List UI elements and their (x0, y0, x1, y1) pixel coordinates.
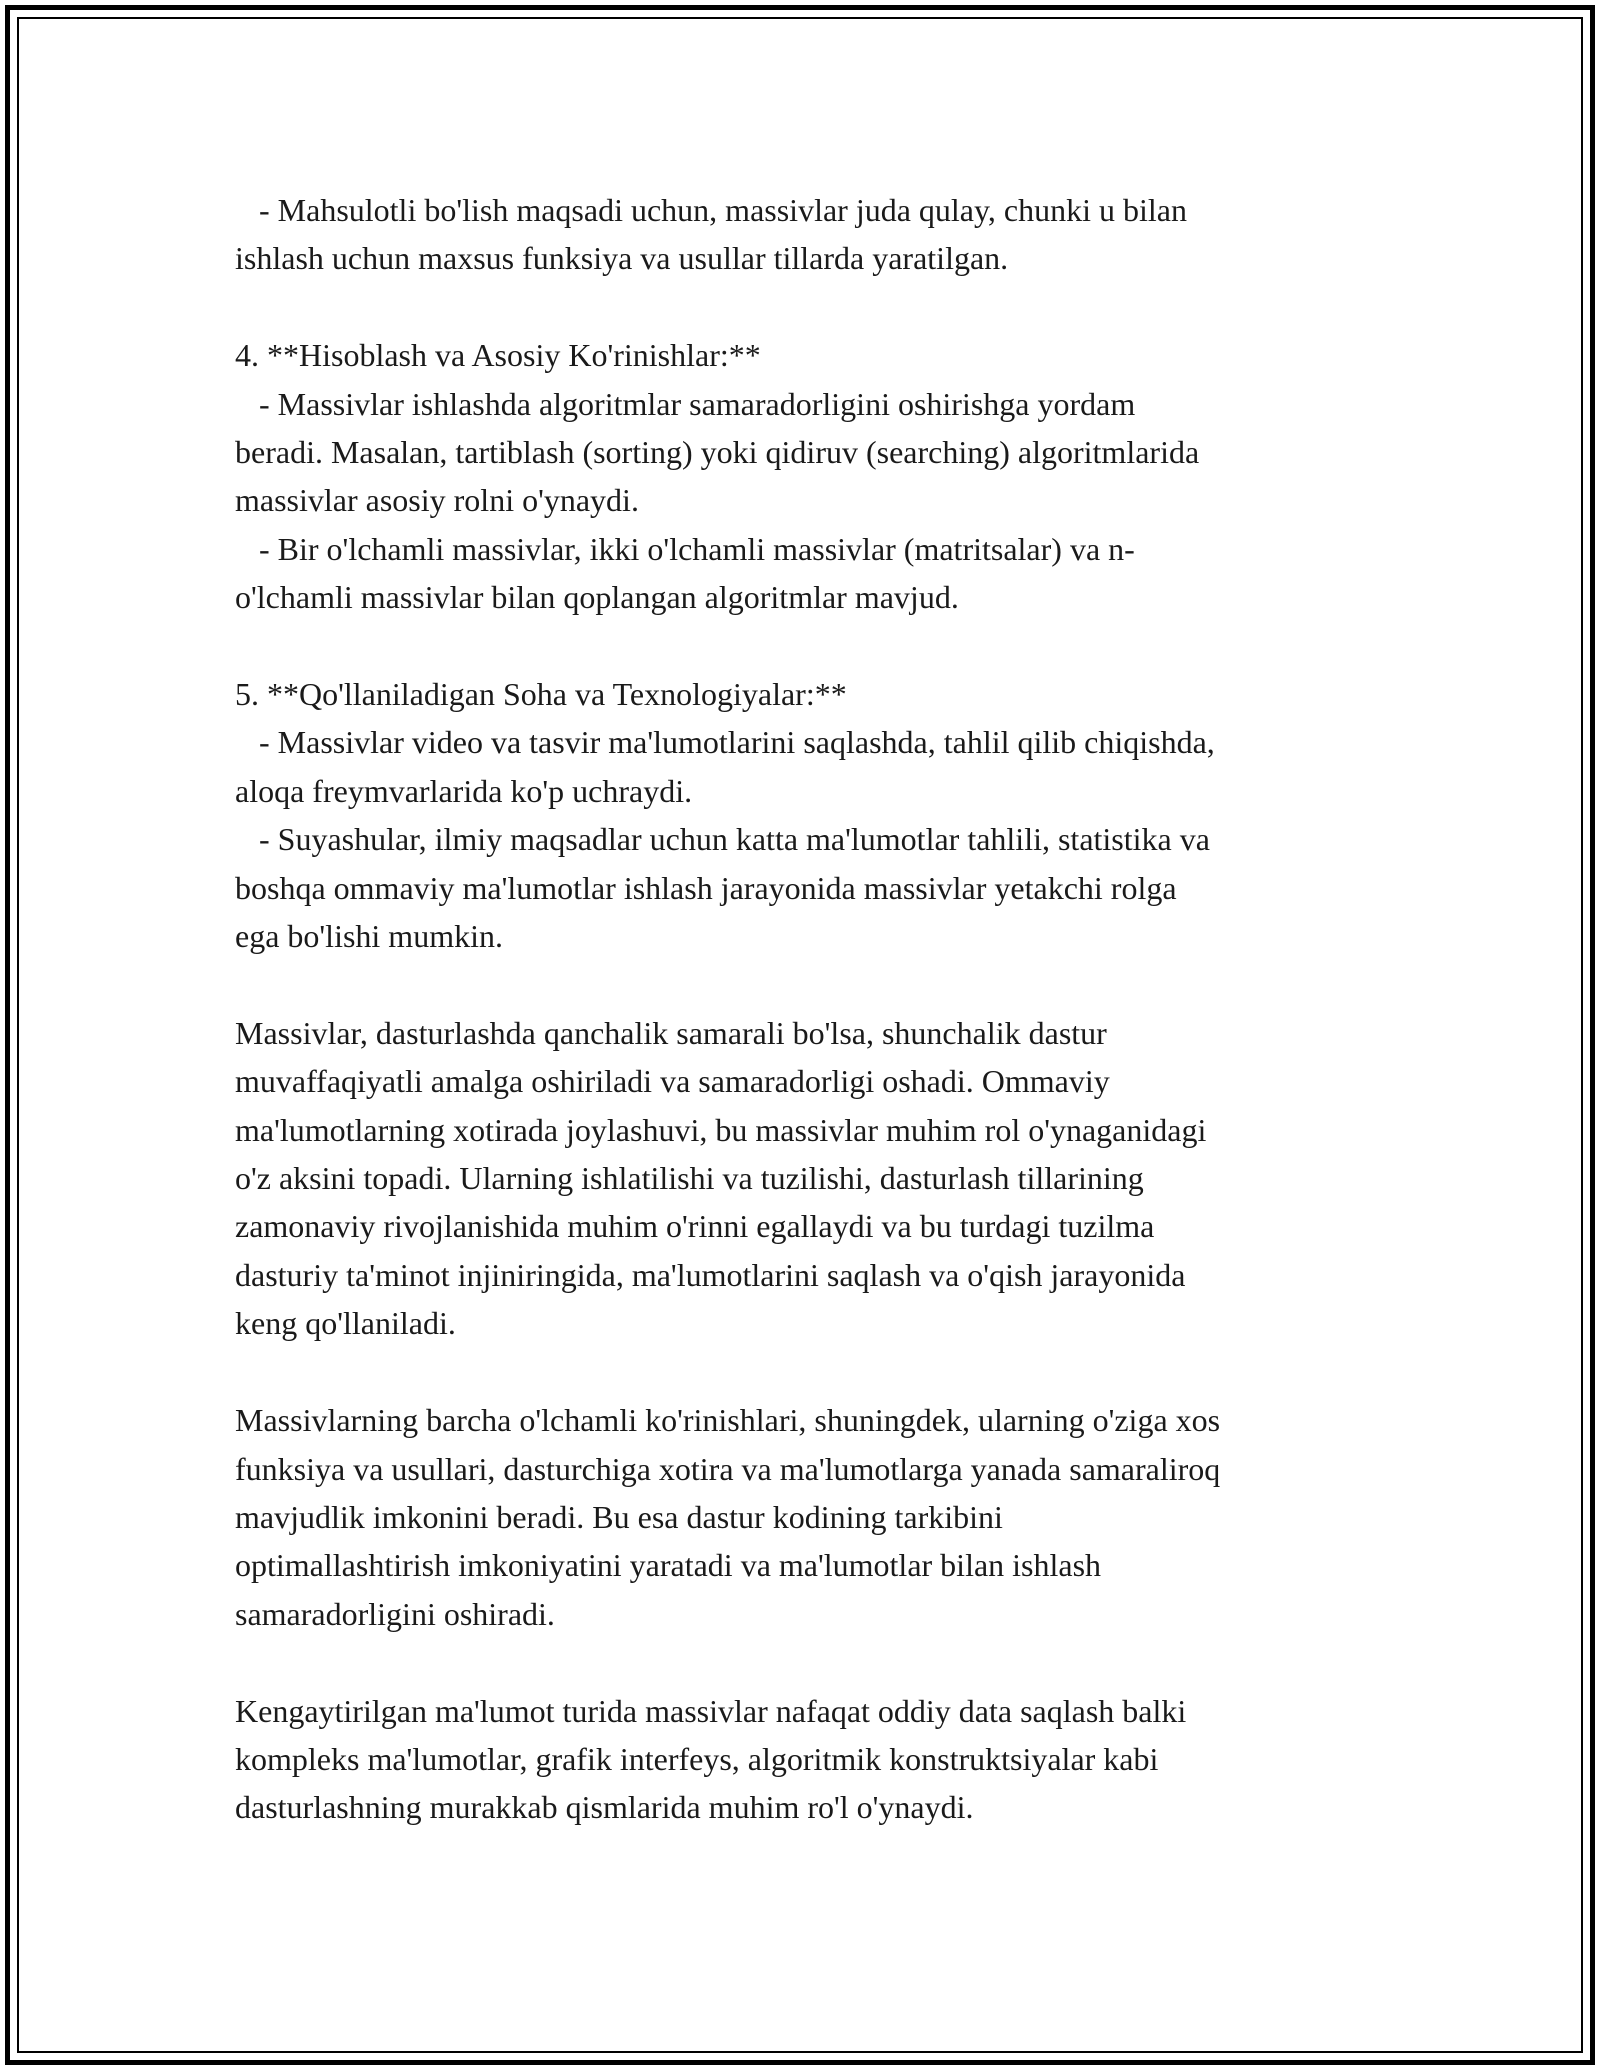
section-heading: 5. **Qo'llaniladigan Soha va Texnologiyalar:** (235, 676, 847, 713)
text-line: - Mahsulotli bo'lish maqsadi uchun, massivlar juda qulay, chunki u bilan (235, 192, 1187, 228)
section-heading: 4. **Hisoblash va Asosiy Ko'rinishlar:** (235, 337, 761, 374)
text-line: Kengaytirilgan ma'lumot turida massivlar nafaqat oddiy data saqlash balki (235, 1692, 1187, 1729)
paragraph (235, 1396, 1395, 1638)
text-line: funksiya va usullari, dasturchiga xotira va ma'lumotlarga yanada samaraliroq (235, 1450, 1221, 1487)
text-line: boshqa ommaviy ma'lumotlar ishlash jarayonida massivlar yetakchi rolga (235, 869, 1177, 906)
text-line: zamonaviy rivojlanishida muhim o'rinni egallaydi va bu turdagi tuzilma (235, 1208, 1155, 1245)
paragraph (235, 1009, 1395, 1348)
text-line: kompleks ma'lumotlar, grafik interfeys, algoritmik konstruktsiyalar kabi (235, 1740, 1159, 1777)
text-line: samaradorligini oshiradi. (235, 1595, 555, 1632)
text-line: - Massivlar ishlashda algoritmlar samaradorligini oshirishga yordam (235, 385, 1136, 422)
text-line: dasturlashning murakkab qismlarida muhim ro'l o'ynaydi. (235, 1789, 974, 1826)
paragraph-gap (235, 283, 1395, 331)
text-line: Massivlarning barcha o'lchamli ko'rinishlari, shuningdek, ularning o'ziga xos (235, 1402, 1221, 1439)
text-line: ma'lumotlarning xotirada joylashuvi, bu massivlar muhim rol o'ynaganidagi (235, 1111, 1207, 1148)
paragraph-gap (235, 622, 1395, 670)
text-line: beradi. Masalan, tartiblash (sorting) yoki qidiruv (searching) algoritmlarida (235, 434, 1200, 471)
text-line: optimallashtirish imkoniyatini yaratadi va ma'lumotlar bilan ishlash (235, 1547, 1102, 1584)
text-line: - Bir o'lchamli massivlar, ikki o'lchamli massivlar (matritsalar) va n- (235, 530, 1135, 567)
document-body (235, 186, 1395, 1832)
text-line: mavjudlik imkonini beradi. Bu esa dastur kodining tarkibini (235, 1498, 1003, 1535)
paragraph-gap (235, 1638, 1395, 1686)
section-4 (235, 331, 1395, 621)
text-line: muvaffaqiyatli amalga oshiriladi va samaradorligi oshadi. Ommaviy (235, 1063, 1110, 1100)
text-line: - Massivlar video va tasvir ma'lumotlarini saqlashda, tahlil qilib chiqishda, (235, 724, 1215, 761)
text-line: ega bo'lishi mumkin. (235, 918, 503, 955)
text-line: dasturiy ta'minot injiniringida, ma'lumotlarini saqlash va o'qish jarayonida (235, 1256, 1186, 1293)
text-line: aloqa freymvarlarida ko'p uchraydi. (235, 772, 693, 809)
section-5 (235, 670, 1395, 960)
text-line: o'lchamli massivlar bilan qoplangan algoritmlar mavjud. (235, 579, 959, 616)
bullet-block (235, 186, 1395, 283)
paragraph-gap (235, 960, 1395, 1008)
text-line: massivlar asosiy rolni o'ynaydi. (235, 482, 639, 519)
paragraph (235, 1687, 1395, 1832)
text-line: - Suyashular, ilmiy maqsadlar uchun katta ma'lumotlar tahlili, statistika va (235, 821, 1210, 858)
text-line: o'z aksini topadi. Ularning ishlatilishi va tuzilishi, dasturlash tillarining (235, 1160, 1144, 1197)
text-line: keng qo'llaniladi. (235, 1305, 456, 1342)
text-line: ishlash uchun maxsus funksiya va usullar tillarda yaratilgan. (235, 240, 1009, 277)
text-line: Massivlar, dasturlashda qanchalik samarali bo'lsa, shunchalik dastur (235, 1014, 1107, 1051)
paragraph-gap (235, 1348, 1395, 1396)
